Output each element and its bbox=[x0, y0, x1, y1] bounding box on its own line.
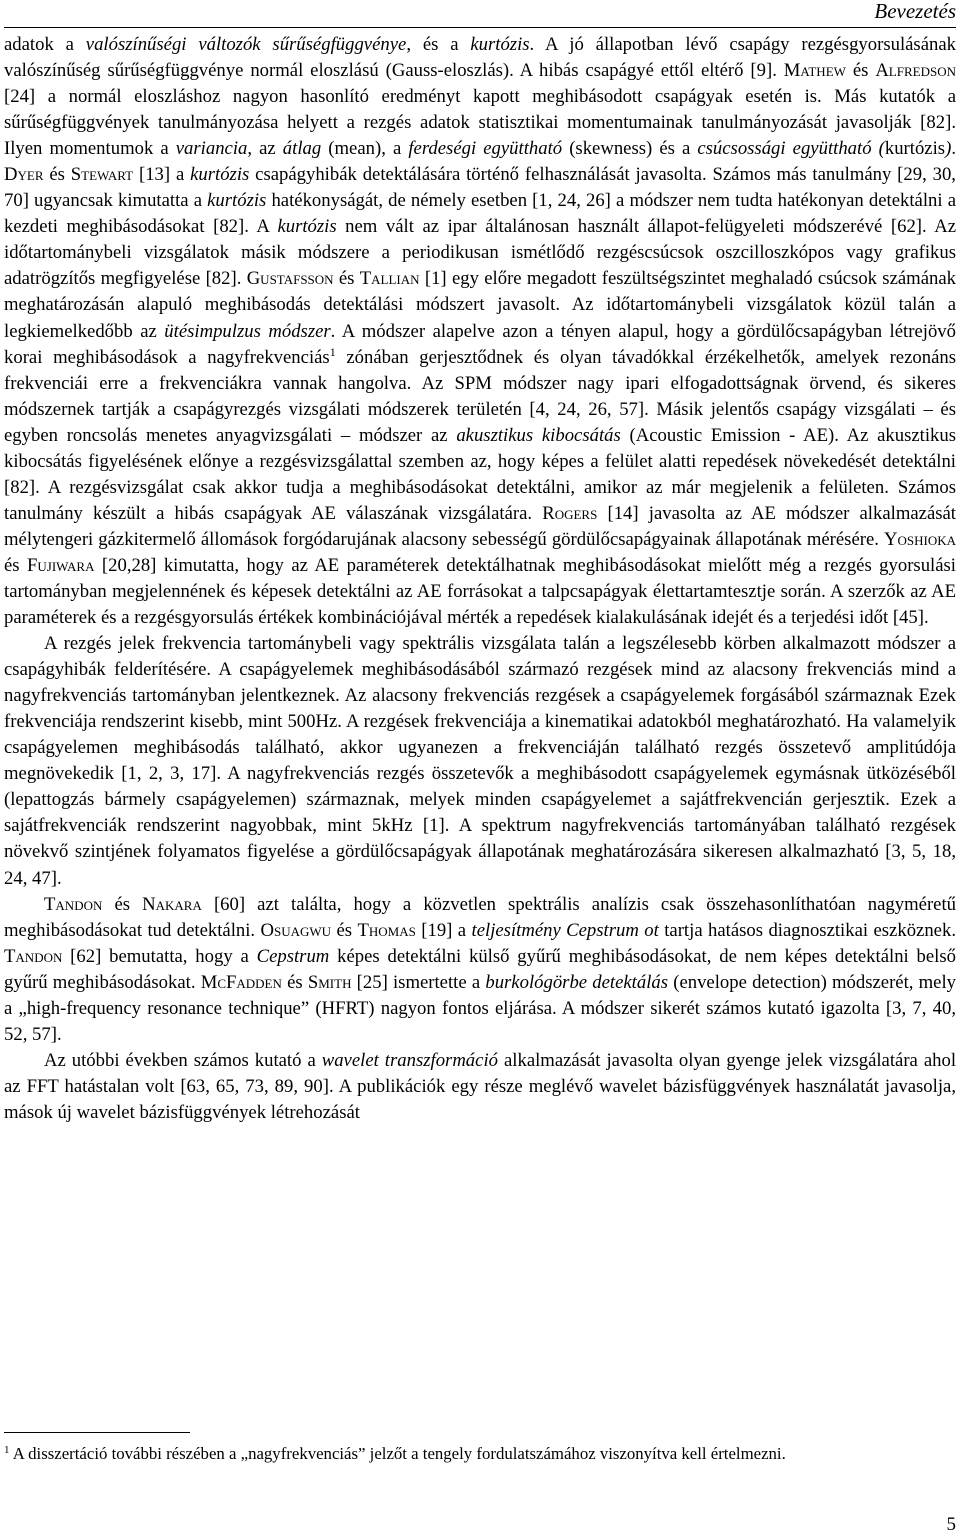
footnote bbox=[4, 1441, 956, 1466]
author-name: Tandon bbox=[4, 945, 63, 967]
author-name: Dyer bbox=[4, 164, 44, 186]
author-name: Yoshioka bbox=[884, 528, 956, 550]
author-name: Tandon bbox=[44, 893, 103, 915]
running-header-title: Bevezetés bbox=[874, 0, 956, 23]
paragraph-1: adatok a valószínűségi változók sűrűségfüggvénye, és a kurtózis. A jó állapotban lévő csapágy rezgésgyorsulásának valószínűség sűrűségfüggvénye normál eloszlású (Gauss-eloszlás). A hibás csapágyé ettől eltérő [9]. Mathew és Alfredson [24] a normál eloszláshoz nagyon hasonlító eredményt kapott meghibásodott csapágyak esetén is. Más kutatók a sűrűségfüggvények tanulmányozása helyett a rezgés adatok statisztikai momentumainak tanulmányozását javasolják [82]. Ilyen momentumok a variancia, az átlag (mean), a ferdeségi együttható (skewness) és a csúcsossági együttható (kurtózis). Dyer és Stewart [13] a kurtózis csapágyhibák detektálására történő felhasználását javasolta. Számos más tanulmány [29, 30, 70] ugyancsak kimutatta a kurtózis hatékonyságát, de némely esetben [1, 24, 26] a módszer nem tudta hatékonyan detektálni a kezdeti meghibásodásokat [82]. A kurtózis nem vált az ipar általánosan használt állapot-felügyeleti módszerévé [62]. Az időtartománybeli vizsgálatok másik módszere a periodikusan ismétlődő rezgéscsúcsok oszcilloszkópos vagy grafikus adatrögzítős megfigyelése [82]. Gustafsson és Tallian [1] egy előre megadott feszültségszintet meghaladó csúcsok számának meghatározásán alapuló meghibásodás detektálási módszert javasolt. Az időtartománybeli vizsgálatok közül talán a legkiemelkedőbb az ütésimpulzus módszer. A módszer alapelve azon a tényen alapul, hogy a gördülőcsapágyban létrejövő korai meghibásodások a nagyfrekvenciás$^1$ zónában gerjesztődnek és olyan távadókkal érzékelhetők, amelyek rezonáns frekvenciái erre a frekvenciákra vannak hangolva. Az SPM módszer nagy ipari elfogadottságnak örvend, és sikeres módszernek tartják a csapágyrezgés vizsgálati módszerek területén [4, 24, 26, 57]. Másik jelentős csapágy vizsgálati – és egyben roncsolás menetes anyagvizsgálati – módszer az akusztikus kibocsátás (Acoustic Emission - AE). Az akusztikus kibocsátás figyelésének előnye a rezgésvizsgálattal szemben az, hogy képes a felület alatti repedések növekedését detektálni [82]. A rezgésvizsgálat csak akkor tudja a meghibásodásokat detektálni, amikor az már megjelenik a felületen. Számos tanulmány készült a hibás csapágyak AE válaszának vizsgálatára. Rogers [14] javasolta az AE módszer alkalmazását mélytengeri gázkitermelő állomások forgódarujának alacsony sebességű gördülőcsapágyainak állapotának mérésére. Yoshioka és Fujiwara [20,28] kimutatta, hogy az AE paraméterek detektálhatnak meghibásodásokat mielőtt még a rezgés gyorsulási tartományban megjelennének és képesek detektálni az AE forrásokat a talpcsapágyak élettartamtesztje során. A szerzők az AE paraméterek és a rezgésgyorsulás értékek kombinációjával mérték a repedések kialakulásának idejét és a terjedési időt [45]. bbox=[4, 34, 957, 629]
author-name: Stewart bbox=[70, 164, 134, 186]
footnote-text: A disszertáció további részében a „nagyfrekvenciás” jelzőt a tengely fordulatszámához viszonyítva kell értelmezni. bbox=[9, 1444, 786, 1463]
author-name: Smith bbox=[307, 971, 352, 993]
body-text bbox=[4, 32, 956, 1126]
author-name: Thomas bbox=[357, 919, 416, 941]
author-name: Tallian bbox=[359, 268, 420, 290]
paragraph-3: Tandon és Nakara [60] azt találta, hogy a közvetlen spektrális analízis csak összehasonlíthatóan nagyméretű meghibásodásokat tud detektálni. Osuagwu és Thomas [19] a teljesítmény Cepstrum ot tartja hatásos diagnosztikai eszköznek. Tandon [62] bemutatta, hogy a Cepstrum képes detektálni külső gyűrű meghibásodásokat, de nem képes detektálni belső gyűrű meghibásodásokat. McFadden és Smith [25] ismertette a burkológörbe detektálás (envelope detection) módszerét, mely a „high-frequency resonance technique” (HFRT) nagyon fontos eljárása. A módszer sikerét számos kutató igazolta [3, 7, 40, 52, 57]. bbox=[4, 893, 956, 1045]
author-name: Mathew bbox=[783, 60, 846, 82]
footnote-reference: 1 bbox=[329, 344, 336, 359]
footnote-separator bbox=[4, 1432, 190, 1433]
header-rule bbox=[4, 27, 956, 28]
author-name: Rogers bbox=[542, 502, 598, 524]
page-number: 5 bbox=[946, 1514, 956, 1535]
author-name: Osuagwu bbox=[260, 919, 332, 941]
paragraph-4: Az utóbbi években számos kutató a wavelet transzformáció alkalmazását javasolta olyan gyenge jelek vizsgálatára ahol az FFT hatástalan volt [63, 65, 73, 89, 90]. A publikációk egy része meglévő wavelet bázisfüggvények használatát javasolja, mások új wavelet bázisfüggvények létrehozását bbox=[4, 1049, 957, 1123]
author-name: Nakara bbox=[142, 893, 202, 915]
paragraph-2: A rezgés jelek frekvencia tartománybeli vagy spektrális vizsgálata talán a legszélesebb körben alkalmazott módszer a csapágyhibák felderítésére. A csapágyelemek meghibásodásából származó rezgések mind az alacsony frekvenciás mind a nagyfrekvenciás tartományban jelentkeznek. Az alacsony frekvenciás rezgések a csapágyelemek forgásából származnak Ezek frekvenciája rendszerint kisebb, mint 500Hz. A rezgések frekvenciája a kinematikai adatokból meghatározható. Ha valamelyik csapágyelemen meghibásodás található, akkor ugyanezen a frekvenciáján található rezgés összetevő amplitúdója megnövekedik [1, 2, 3, 17]. A nagyfrekvenciás rezgés összetevők a meghibásodott csapágyelemek egymásnak ütközéséből (lepattogzás bármely csapágyelemen) származnak, melyek minden csapágyelemet a sajátfrekvencián gerjesztik. Ezek a sajátfrekvenciák rendszerint nagyobbak, mint 5kHz [1]. A spektrum nagyfrekvenciás tartományában található rezgések növekvő szintjének folyamatos figyelése a gördülőcsapágyak állapotának meghatározására sikeresen alkalmazható [3, 5, 18, 24, 47]. bbox=[4, 633, 956, 889]
footnote-marker: 1 bbox=[4, 1444, 10, 1456]
author-name: Gustafsson bbox=[246, 268, 334, 290]
author-name: Fujiwara bbox=[27, 554, 95, 576]
author-name: McFadden bbox=[200, 971, 282, 993]
author-name: Alfredson bbox=[875, 60, 956, 82]
